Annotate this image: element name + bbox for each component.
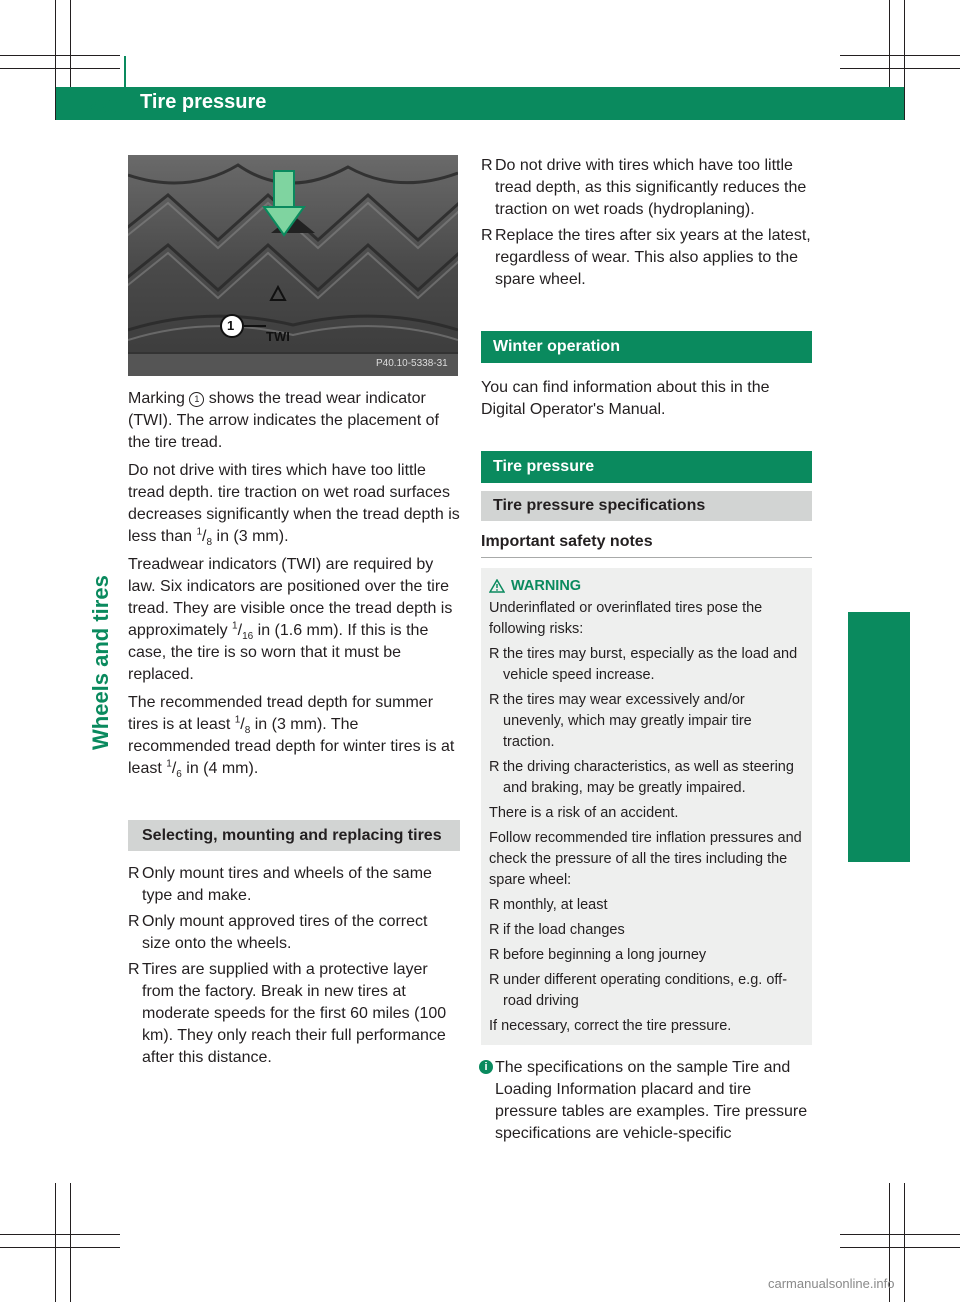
list-item: R the driving characteristics, as well as steering and braking, may be greatly impaired.: [489, 759, 794, 796]
crop-mark: [0, 68, 120, 69]
tire-figure: [128, 155, 458, 376]
side-label: [72, 575, 132, 780]
list-item: R Only mount approved tires of the correct size onto the wheels.: [128, 913, 428, 952]
side-label-text: Wheels and tires: [88, 575, 113, 750]
winter-operation-heading: Winter operation: [481, 331, 812, 363]
crop-mark: [70, 1183, 71, 1302]
list-item: R monthly, at least: [489, 897, 608, 913]
list-item: R Only mount tires and wheels of the same type and make.: [128, 865, 432, 904]
winter-operation-text: You can find information about this in the Digital Operator's Manual.: [481, 379, 770, 418]
crop-mark: [904, 1183, 905, 1302]
warning-correct: If necessary, correct the tire pressure.: [489, 1018, 732, 1034]
crop-mark: [840, 68, 960, 69]
crop-mark: [0, 1234, 120, 1235]
warning-follow: Follow recommended tire inflation pressures and check the pressure of all the tires including the spare wheel:: [489, 830, 802, 888]
list-item: R under different operating conditions, e.g. off-road driving: [489, 972, 788, 1009]
figure-marker: 1: [227, 318, 235, 333]
marker-circle: 1: [189, 392, 204, 407]
warning-title: WARNING: [489, 578, 804, 594]
info-note: i The specifications on the sample Tire and Loading Information placard and tire pressure tables are examples. Tire pressure specifications are vehicle-specific: [481, 1057, 812, 1145]
right-column: [481, 155, 812, 1145]
list-item: R Replace the tires after six years at the latest, regardless of wear. This also applies to the spare wheel.: [481, 227, 811, 288]
header-separator: [124, 56, 126, 120]
paragraph-twi: Treadwear indicators (TWI) are required by law. Six indicators are positioned over the tire tread. They are visible once the tread depth is approximately $^1/_{16}$ in (1.6 mm). If this is the case, the tire is so worn that it must be replaced.: [128, 556, 453, 683]
left-column: [128, 155, 460, 1073]
page-title: Tire pressure: [140, 91, 267, 113]
section-heading: Selecting, mounting and replacing tires: [128, 820, 460, 851]
crop-mark: [55, 1183, 56, 1302]
side-tab: [848, 612, 910, 862]
safety-notes-heading: Important safety notes: [481, 531, 812, 558]
warning-icon: [489, 579, 505, 593]
warning-box: [481, 568, 812, 1045]
tread-wear-label: TWI: [266, 329, 290, 344]
figure-code: P40.10-5338-31: [376, 358, 448, 369]
paragraph-recommended-depth: The recommended tread depth for summer tires is at least $^1/_8$ in (3 mm). The recommended tread depth for winter tires is at least $^1/_6$ in (4 mm).: [128, 694, 455, 781]
paragraph-tread-depth: Do not drive with tires which have too little tread depth. tire traction on wet road surfaces decreases significantly when the tread depth is less than $^1/_8$ in (3 mm).: [128, 462, 460, 549]
spec-heading: Tire pressure specifications: [481, 491, 812, 521]
list-item: R Tires are supplied with a protective layer from the factory. Break in new tires at moderate speeds for the first 60 miles (100 km). They only reach their full performance after this distance.: [128, 961, 447, 1066]
figure-caption: Marking 1 shows the tread wear indicator (TWI). The arrow indicates the placement of the tire tread.: [128, 390, 439, 451]
warning-intro: Underinflated or overinflated tires pose the following risks:: [489, 600, 763, 637]
list-item: R Do not drive with tires which have too little tread depth, as this significantly reduces the traction on wet roads (hydroplaning).: [481, 157, 807, 218]
info-icon: i: [479, 1060, 493, 1074]
warning-accident: There is a risk of an accident.: [489, 805, 679, 821]
crop-mark: [0, 55, 120, 56]
crop-mark: [840, 55, 960, 56]
tire-pressure-heading: Tire pressure: [481, 451, 812, 483]
crop-mark: [904, 0, 905, 120]
list-item: R before beginning a long journey: [489, 947, 707, 963]
page-number: 230: [86, 97, 118, 118]
list-item: R the tires may wear excessively and/or unevenly, which may greatly impair tire traction.: [489, 692, 752, 750]
list-item: R the tires may burst, especially as the load and vehicle speed increase.: [489, 646, 798, 683]
watermark: carmanualsonline.info: [768, 1276, 895, 1291]
crop-mark: [840, 1247, 960, 1248]
list-item: R if the load changes: [489, 922, 625, 938]
crop-mark: [0, 1247, 120, 1248]
tire-tread-image: [128, 155, 458, 376]
crop-mark: [840, 1234, 960, 1235]
